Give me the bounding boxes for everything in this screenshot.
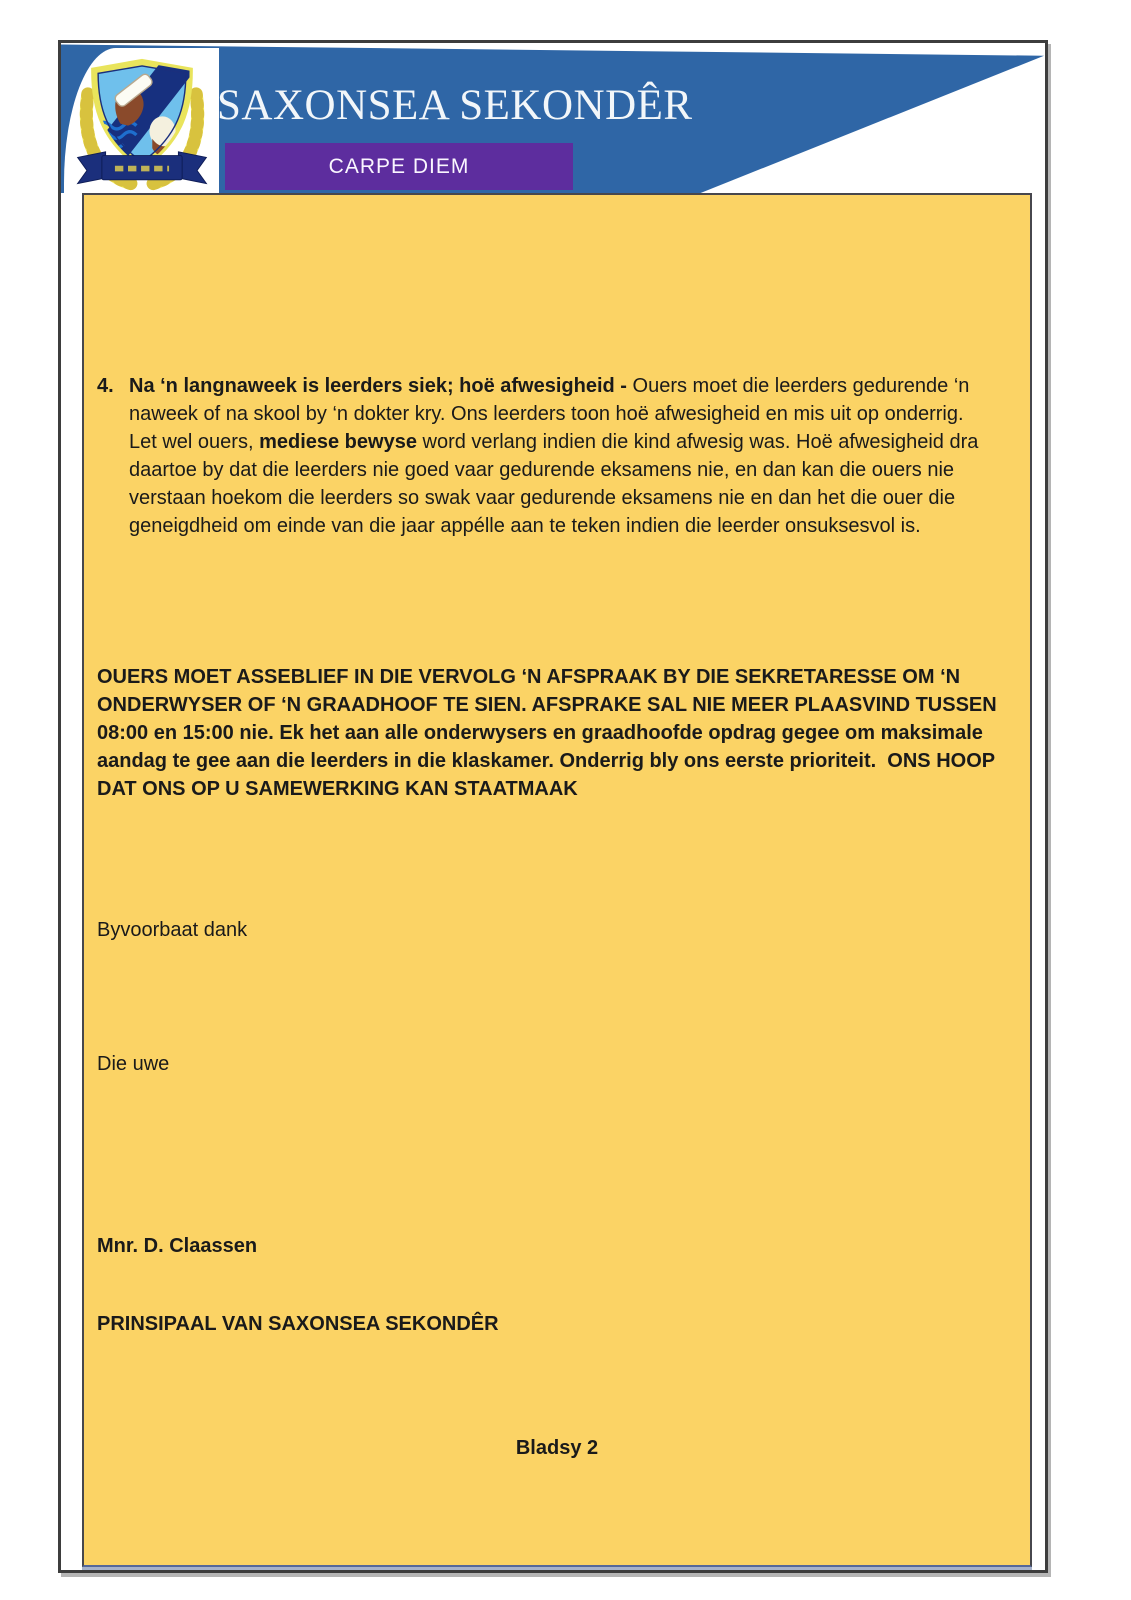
crest-panel xyxy=(64,48,219,193)
signatory-title: PRINSIPAAL VAN SAXONSEA SEKONDÊR xyxy=(97,1313,499,1335)
page-number: Bladsy 2 xyxy=(515,1437,599,1459)
signatory-name: Mnr. D. Claassen xyxy=(97,1235,258,1257)
item-number: 4. xyxy=(97,375,114,397)
appointments-notice-paragraph: OUERS MOET ASSEBLIEF IN DIE VERVOLG ‘N AFSPRAAK BY DIE SEKRETARESSE OM ‘N ONDERWYSER OF ‘N GRAADHOOF TE SIEN. AFSPRAKE SAL NIE MEER PLAASVIND TUSSEN 08:00 en 15:00 nie. Ek het aan alle onderwysers en graadhoofde opdrag gegee om maksimale aandag te gee aan die leerders in die klaskamer. Onderrig bly ons eerste prioriteit. ONS HOOP DAT ONS OP U SAMEWERKING KAN STAATMAAK xyxy=(97,666,1003,800)
school-crest-icon xyxy=(72,49,212,193)
motto-text: CARPE DIEM xyxy=(328,154,470,178)
salutation-line: Die uwe xyxy=(97,1053,170,1075)
item4-emphasis-bold: mediese bewyse xyxy=(259,431,417,453)
header-banner xyxy=(61,43,1045,193)
item4-text xyxy=(129,372,1008,540)
paragraph-item-4 xyxy=(97,372,1008,540)
item4-lead-bold: Na ‘n langnaweek is leerders siek; hoë afwesigheid - xyxy=(129,375,633,397)
signature-block xyxy=(97,1181,1008,1389)
letter-body-box xyxy=(82,193,1032,1567)
motto-banner xyxy=(225,143,573,190)
document-page xyxy=(58,40,1048,1573)
item4-text-b: word verlang indien die kind afwesig was. Hoë afwesigheid dra daartoe by dat die leerders nie goed vaar gedurende eksamens nie, en dan kan die ouers nie verstaan hoekom die leerders so swak vaar gedurende eksamens nie en dan het die ouer die geneigdheid om einde van die jaar appélle aan te teken indien die leerder onsuksesvol is. xyxy=(129,431,984,537)
school-name-title: SAXONSEA SEKONDÊR xyxy=(217,82,693,129)
item4-text-a: Ouers moet die leerders gedurende ‘n naweek of na skool by ‘n dokter kry. Ons leerders toon hoë afwesigheid en mis uit op onderrig. Let wel ouers, xyxy=(129,375,975,453)
thanks-line: Byvoorbaat dank xyxy=(97,919,248,941)
letter-content xyxy=(84,195,1030,1565)
